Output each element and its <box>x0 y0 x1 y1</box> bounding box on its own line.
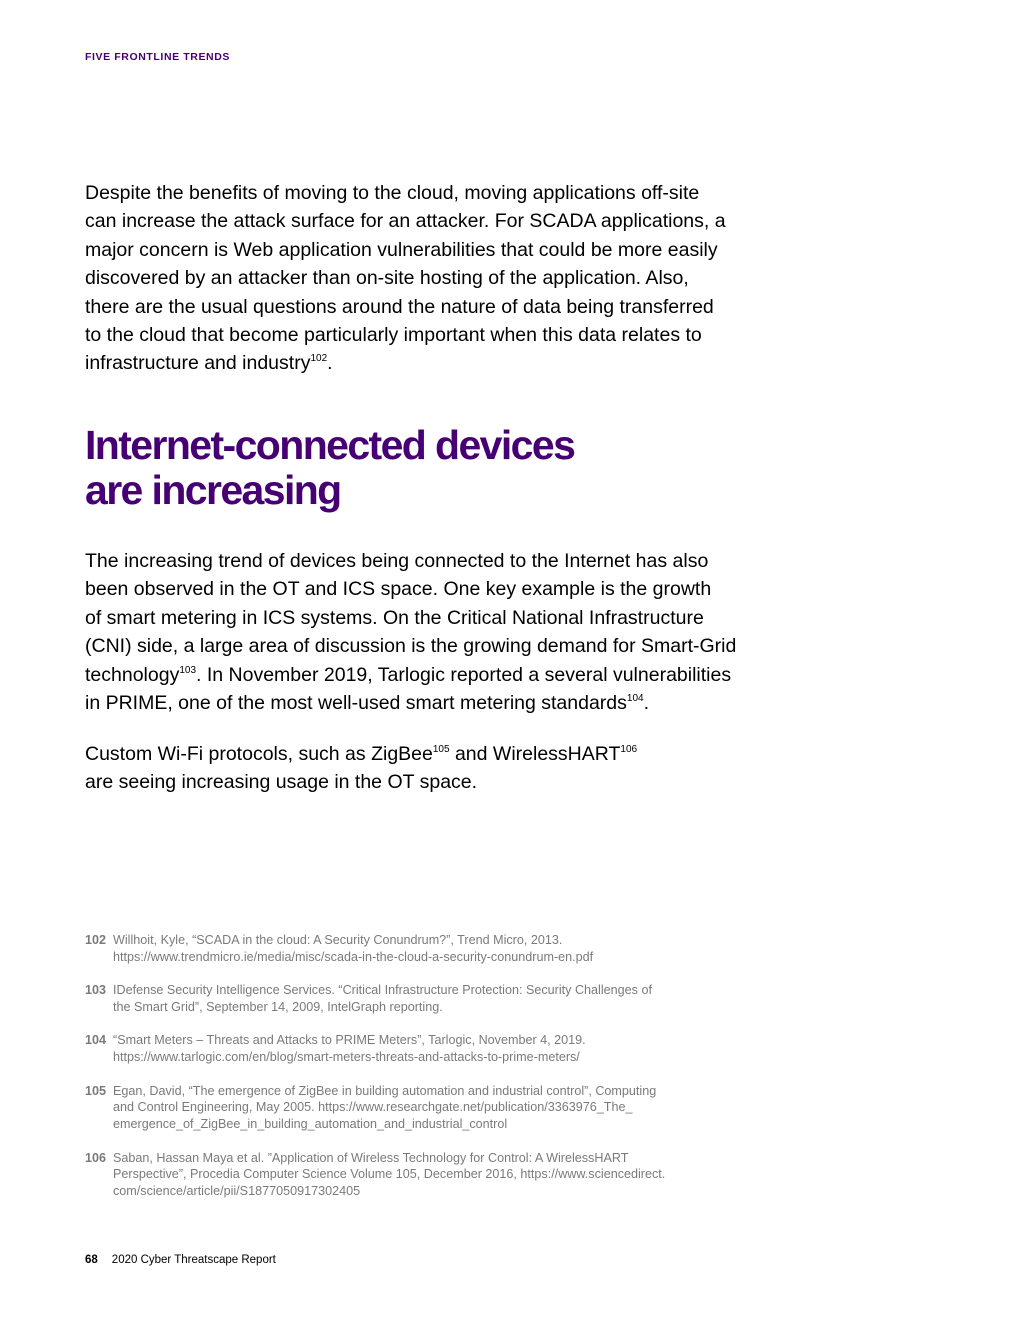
footnote-103: 103 IDefense Security Intelligence Services. “Critical Infrastructure Protection: Security Challenges of the Smart Grid”, September 14, 2009, IntelGraph reporting. <box>85 983 652 1014</box>
paragraph-line: been observed in the OT and ICS space. One key example is the growth <box>85 578 712 601</box>
paragraph-line: infrastructure and industry <box>85 352 311 375</box>
intro-paragraph: Despite the benefits of moving to the cloud, moving applications off-site can increase the attack surface for an attacker. For SCADA applications, a major concern is Web application vulnerabilities that could be more easily discovered by an attacker than on-site hosting of the application. Also, there are the usual questions around the nature of data being transferred to the cloud that become particularly important when this data relates to infrastructure and industry$^{102}$. <box>85 182 726 375</box>
paragraph-line: are seeing increasing usage in the OT space. <box>85 771 478 794</box>
footnote-link[interactable]: and Control Engineering, May 2005. https://www.researchgate.net/publication/3363976_The_ <box>113 1100 633 1115</box>
footnote-106: 106 Saban, Hassan Maya et al. ”Application of Wireless Technology for Control: A WirelessHART Perspective”, Procedia Computer Science Volume 105, December 2016, https://www.sciencedirect. com/science/article/pii/S1877050917302405 <box>85 1150 765 1200</box>
footnote-link[interactable]: com/science/article/pii/S1877050917302405 <box>113 1184 361 1199</box>
footnote-ref-102: 102 <box>310 353 328 365</box>
paragraph-line: of smart metering in ICS systems. On the Critical National Infrastructure <box>85 606 704 629</box>
paragraph-line: Despite the benefits of moving to the cloud, moving applications off-site <box>85 182 700 204</box>
heading-line: are increasing <box>85 467 341 513</box>
protocols-paragraph: Custom Wi-Fi protocols, such as ZigBee$^{105}$ and WirelessHART$^{106}$ are seeing increasing usage in the OT space. <box>85 743 638 794</box>
heading-line: Internet-connected devices <box>85 422 575 468</box>
footnote-link[interactable]: https://www.tarlogic.com/en/blog/smart-meters-threats-and-attacks-to-prime-meters/ <box>113 1050 580 1065</box>
paragraph-line: can increase the attack surface for an attacker. For SCADA applications, a <box>85 210 726 233</box>
paragraph-line: major concern is Web application vulnerabilities that could be more easily <box>85 238 718 261</box>
footnote-104: 104 “Smart Meters – Threats and Attacks to PRIME Meters”, Tarlogic, November 4, 2019. https://www.tarlogic.com/en/blog/smart-meters-threats-and-attacks-to-prime-meters/ <box>85 1032 765 1066</box>
footnote-ref-104: 104 <box>626 693 644 705</box>
footnote-link[interactable]: https://www.trendmicro.ie/media/misc/scada-in-the-cloud-a-security-conundrum-en.pdf <box>113 949 594 964</box>
paragraph-line: to the cloud that become particularly important when this data relates to <box>85 324 702 347</box>
paragraph-line: (CNI) side, a large area of discussion is the growing demand for Smart-Grid <box>85 635 737 658</box>
footnote-ref-106: 106 <box>620 744 638 755</box>
footnote-link[interactable]: Perspective”, Procedia Computer Science Volume 105, December 2016, https://www.sciencedirect. <box>113 1167 666 1182</box>
footnote-link[interactable]: emergence_of_ZigBee_in_building_automation_and_industrial_control <box>113 1117 508 1132</box>
footnote-number: 102 <box>85 933 107 947</box>
paragraph-line: there are the usual questions around the nature of data being transferred <box>85 295 714 318</box>
footnote-ref-103: 103 <box>179 664 197 676</box>
report-title: 2020 Cyber Threatscape Report <box>111 1254 276 1266</box>
footnotes <box>85 932 765 1217</box>
paragraph-line: The increasing trend of devices being connected to the Internet has also <box>85 550 709 572</box>
footnote-105: 105 Egan, David, “The emergence of ZigBee in building automation and industrial control”, Computing and Control Engineering, May 2005. https://www.researchgate.net/publication/3363976_The_ emergence_of_ZigBee_in_building_automation_and_industrial_control <box>85 1083 765 1133</box>
footnote-ref-105: 105 <box>432 744 450 755</box>
footnote-number: 106 <box>85 1150 107 1165</box>
footnote-number: 103 <box>85 983 107 998</box>
footnote-number: 105 <box>85 1083 107 1098</box>
paragraph-line: discovered by an attacker than on-site hosting of the application. Also, <box>85 267 689 290</box>
section-heading <box>85 423 785 513</box>
footnote-102: 102 Willhoit, Kyle, “SCADA in the cloud: A Security Conundrum?”, Trend Micro, 2013. https://www.trendmicro.ie/media/misc/scada-in-the-cloud-a-security-conundrum-en.pdf <box>85 932 765 966</box>
body-paragraph: The increasing trend of devices being connected to the Internet has also been observed in the OT and ICS space. One key example is the growth of smart metering in ICS systems. On the Critical National Infrastructure (CNI) side, a large area of discussion is the growing demand for Smart-Grid technology$^{103}$. In November 2019, Tarlogic reported a several vulnerabilities in PRIME, one of the most well-used smart metering standards$^{104}$. <box>85 550 737 715</box>
page-number: 68 <box>85 1254 98 1266</box>
page-footer <box>85 1254 276 1266</box>
section-label: FIVE FRONTLINE TRENDS <box>85 51 231 63</box>
footnote-number: 104 <box>85 1033 107 1048</box>
